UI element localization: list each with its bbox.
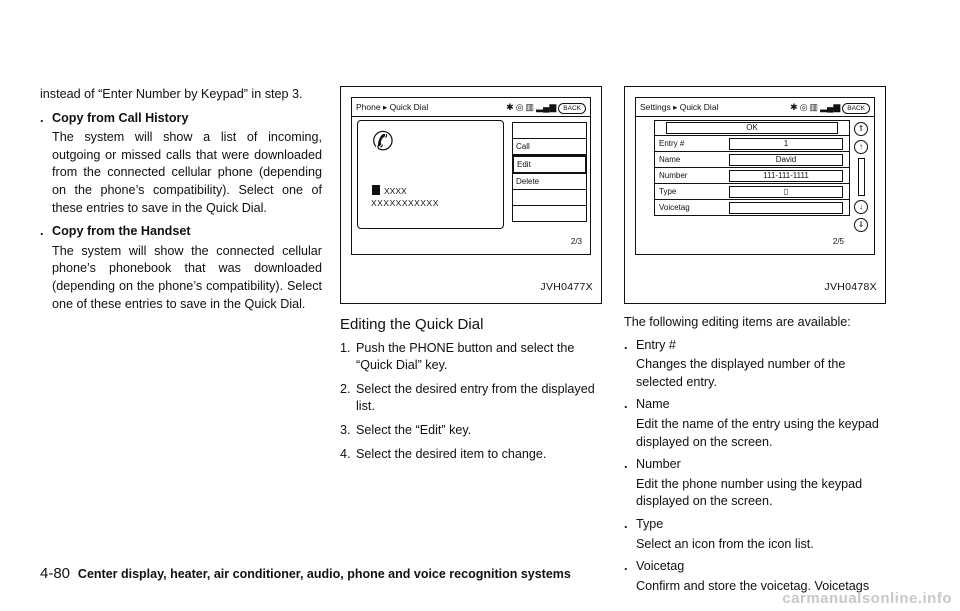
item-title: Voicetag: [636, 559, 685, 574]
screen-breadcrumb: Settings ▸ Quick Dial: [640, 102, 719, 113]
scroll-up-icon: ↑: [854, 140, 868, 154]
figure-code: JVH0477X: [540, 281, 593, 294]
scroll-controls: [852, 122, 870, 232]
bullet-body: The system will show a list of incoming, outgoing or missed calls that were downloaded from the connected cellular phone (depending on the phone’s compatibility). Select one of these entries to save in the Quick Dial.: [52, 130, 322, 215]
header-divider: [636, 116, 874, 117]
field-value: ▯: [729, 186, 843, 198]
field-label: Voicetag: [659, 202, 690, 212]
step-text: Push the PHONE button and select the “Quick Dial” key.: [356, 340, 575, 373]
header-divider: [352, 116, 590, 117]
bluetooth-icon: ✱: [506, 102, 514, 113]
step-number: 2.: [340, 381, 351, 396]
bullet-dot: .: [624, 559, 628, 574]
status-icons: [506, 99, 586, 117]
field-row-voicetag: [655, 199, 849, 215]
field-value: [729, 202, 843, 214]
step-item: [340, 381, 608, 416]
continuation-text: instead of “Enter Number by Keypad” in step 3.: [40, 87, 303, 101]
bullet-dot: .: [40, 224, 44, 239]
page-down-icon: ⇓: [854, 218, 868, 232]
field-row-entry: [655, 135, 849, 151]
phone-handset-icon: ✆: [372, 126, 394, 156]
field-label: Type: [659, 186, 677, 196]
ok-button: OK: [666, 122, 838, 134]
screen-illustration: [635, 97, 875, 255]
items-intro: The following editing items are available:: [624, 315, 851, 329]
signal-icon: ▂▄▆: [820, 102, 841, 113]
page-footer: [40, 565, 571, 582]
screen-illustration: [351, 97, 591, 255]
back-button: BACK: [558, 103, 586, 114]
item-title: Name: [636, 397, 670, 412]
contact-number: XXXXXXXXXXX: [371, 198, 439, 208]
step-item: [340, 340, 608, 375]
field-label: Name: [659, 154, 681, 164]
bullet-body: The system will show the connected cellular phone’s phonebook that was downloaded (depending on the phone’s compatibility). Select one of these entries to save in the Quick Dial.: [52, 243, 322, 311]
field-value: David: [729, 154, 843, 166]
left-column: [40, 86, 322, 313]
screen-header: [356, 101, 586, 115]
right-column: [624, 86, 892, 595]
ok-row: [655, 121, 849, 135]
bullet-title: Copy from Call History: [52, 110, 189, 125]
bluetooth-icon: ✱: [790, 102, 798, 113]
figure-code: JVH0478X: [824, 281, 877, 294]
quick-dial-menu: [512, 122, 587, 222]
contact-name: XXXX: [384, 186, 407, 196]
contact-type-icon: [372, 185, 380, 195]
bullet-copy-handset: [40, 223, 322, 241]
item-title: Entry #: [636, 337, 676, 352]
step-text: Select the desired entry from the displayed list.: [356, 381, 595, 414]
field-label: Number: [659, 170, 688, 180]
page-indicator: 2/3: [570, 237, 582, 247]
steps-list: [340, 340, 608, 464]
step-number: 1.: [340, 340, 351, 355]
item-description: Select an icon from the icon list.: [636, 536, 814, 551]
middle-column: [340, 86, 608, 463]
item-number: [624, 456, 892, 511]
page-up-icon: ⇑: [854, 122, 868, 136]
bullet-title: Copy from the Handset: [52, 224, 191, 239]
page-indicator: 2/5: [832, 237, 844, 247]
bullet-copy-call-history: [40, 110, 322, 128]
scroll-down-icon: ↓: [854, 200, 868, 214]
field-value: 111-111-1111: [729, 170, 843, 182]
menu-item-delete: Delete: [512, 174, 587, 190]
chapter-title: Center display, heater, air conditioner, audio, phone and voice recognition systems: [77, 567, 571, 581]
item-type: [624, 516, 892, 553]
field-row-number: [655, 167, 849, 183]
field-value: 1: [729, 138, 843, 150]
menu-item-edit: Edit: [512, 155, 587, 174]
bullet-dot: .: [624, 337, 628, 352]
bullet-dot: .: [624, 457, 628, 472]
scrollbar: [858, 158, 865, 196]
field-row-type: [655, 183, 849, 199]
battery-icon: ▥: [525, 102, 535, 113]
step-item: [340, 422, 608, 440]
item-description: Edit the phone number using the keypad displayed on the screen.: [636, 476, 863, 509]
figure-quick-dial-menu: [340, 86, 602, 304]
signal-icon: ▂▄▆: [536, 102, 557, 113]
menu-item-call: Call: [512, 139, 587, 155]
back-button: BACK: [842, 103, 870, 114]
field-row-name: [655, 151, 849, 167]
step-number: 3.: [340, 422, 351, 437]
phone-status-icon: ◎: [515, 102, 524, 113]
menu-item-blank: [512, 122, 587, 139]
edit-fields-list: [654, 120, 850, 216]
step-text: Select the “Edit” key.: [356, 422, 472, 437]
step-text: Select the desired item to change.: [356, 446, 547, 461]
phone-status-icon: ◎: [799, 102, 808, 113]
screen-breadcrumb: Phone ▸ Quick Dial: [356, 102, 429, 113]
item-title: Number: [636, 457, 681, 472]
battery-icon: ▥: [809, 102, 819, 113]
figure-quick-dial-edit: [624, 86, 886, 304]
section-heading: Editing the Quick Dial: [340, 316, 484, 333]
step-number: 4.: [340, 446, 351, 461]
menu-item-blank: [512, 190, 587, 206]
item-name: [624, 396, 892, 451]
watermark: carmanualsonline.info: [782, 590, 952, 607]
item-title: Type: [636, 516, 664, 531]
item-entry: [624, 337, 892, 392]
contact-pane: [357, 120, 504, 229]
page-number: 4-80: [40, 565, 71, 582]
bullet-dot: .: [40, 110, 44, 125]
status-icons: [790, 99, 870, 117]
item-description: Edit the name of the entry using the keypad displayed on the screen.: [636, 416, 879, 449]
step-item: [340, 446, 608, 464]
screen-header: [640, 101, 870, 115]
field-label: Entry #: [659, 138, 685, 148]
item-description: Confirm and store the voicetag. Voicetags: [636, 578, 870, 593]
menu-item-blank: [512, 206, 587, 222]
bullet-dot: .: [624, 516, 628, 531]
bullet-dot: .: [624, 397, 628, 412]
item-description: Changes the displayed number of the selected entry.: [636, 357, 846, 389]
